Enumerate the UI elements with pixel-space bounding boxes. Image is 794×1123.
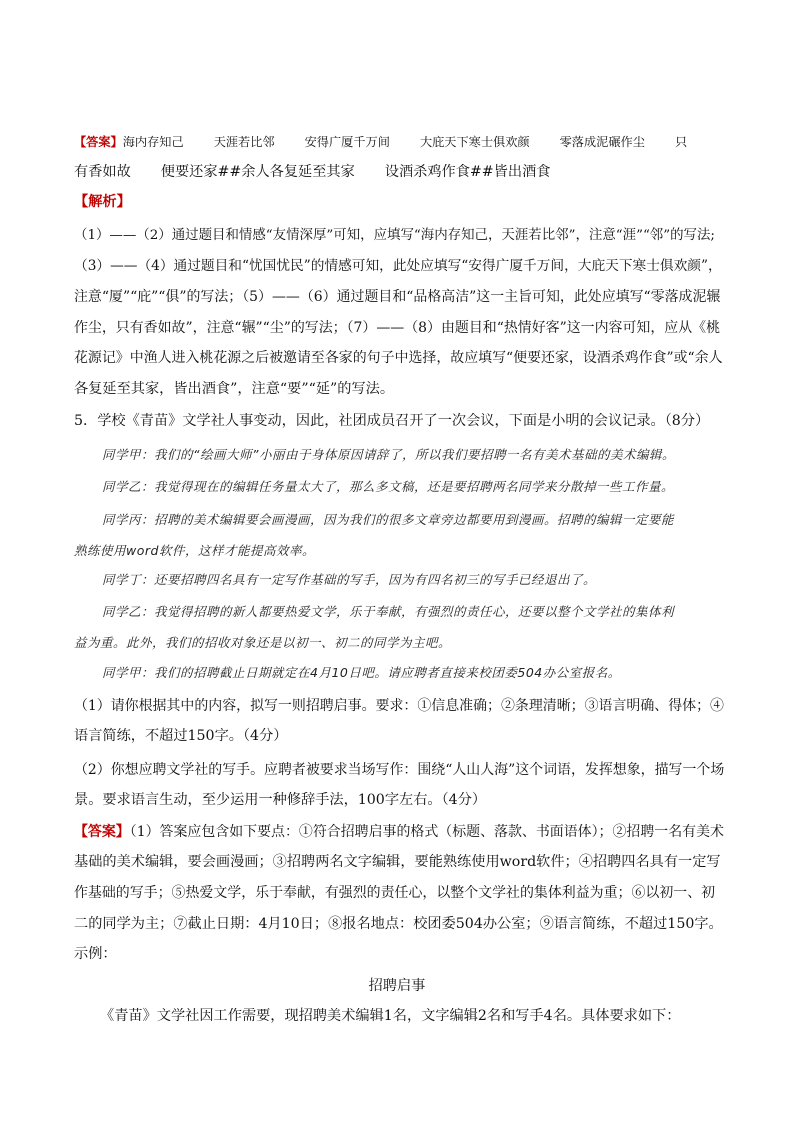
notice-title: 招聘启事 <box>368 978 426 994</box>
answer-item: 有香如故 <box>74 164 131 180</box>
dialog-line: 益为重。此外，我们的招收对象还是以初一、初二的同学为主吧。 <box>74 635 452 650</box>
answer2-line: 作基础的写手；⑤热爱文学，乐于奉献，有强烈的责任心，以整个文学社的集体利益为重；⑥以初一、初 <box>74 885 716 901</box>
answer-item: 安得广厦千万间 <box>304 135 390 149</box>
answer-item: 天涯若比邻 <box>213 135 275 149</box>
question-5: 5．学校《青苗》文学社人事变动，因此，社团成员召开了一次会议，下面是小明的会议记录。（8分） <box>74 413 710 429</box>
sub-question-2: 景。要求语言生动，至少运用一种修辞手法，100字左右。（4分） <box>74 792 487 808</box>
answer-item: 设酒杀鸡作食##皆出酒食 <box>384 164 551 180</box>
analysis-line: 花源记》中渔人进入桃花源之后被邀请至各家的句子中选择，故应填写“便要还家，设酒杀鸡作食”或“余人 <box>74 350 723 366</box>
dialog-line: 同学甲：我们的“绘画大师”小丽由于身体原因请辞了，所以我们要招聘一名有美术基础的美术编辑。 <box>102 447 675 462</box>
answer2-line: 基础的美术编辑，要会画漫画；③招聘两名文字编辑，要能熟练使用word软件；④招聘四名具有一定写 <box>74 854 721 870</box>
answer-tag: 【答案】 <box>74 824 130 840</box>
answer2-line: 示例： <box>74 946 117 962</box>
answer-item: 只 <box>674 135 688 149</box>
answer-text: （1）答案应包含如下要点：①符合招聘启事的格式（标题、落款、书面语体）；②招聘一名有美术 <box>129 824 724 840</box>
dialog-line: 同学丁：还要招聘四名具有一定写作基础的写手，因为有四名初三的写手已经退出了。 <box>102 572 597 587</box>
analysis-line: 作尘，只有香如故”，注意“辗”“尘”的写法；（7）——（8）由题目和“热情好客”这一内容可知，应从《桃 <box>74 320 721 336</box>
answer-line-2 <box>74 162 580 182</box>
notice-body: 《青苗》文学社因工作需要，现招聘美术编辑1名，文字编辑2名和写手4名。具体要求如下： <box>100 1008 681 1024</box>
sub-question-2: （2）你想应聘文学社的写手。应聘者被要求当场写作：围绕“人山人海”这个词语，发挥想象，描写一个场 <box>74 762 725 778</box>
answer2-line-1 <box>74 822 724 842</box>
dialog-line: 同学乙：我觉得现在的编辑任务量太大了，那么多文稿，还是要招聘两名同学来分散掉一些工作量。 <box>102 479 675 494</box>
dialog-line: 同学乙：我觉得招聘的新人都要热爱文学，乐于奉献，有强烈的责任心，还要以整个文学社的集体利 <box>102 604 675 619</box>
sub-question-1: （1）请你根据其中的内容，拟写一则招聘启事。要求：①信息准确；②条理清晰；③语言明确、得体；④ <box>74 698 724 714</box>
answer-tag: 【答案】 <box>74 135 123 149</box>
dialog-line: 同学丙：招聘的美术编辑要会画漫画，因为我们的很多文章旁边都要用到漫画。招聘的编辑一定要能 <box>102 512 675 527</box>
analysis-line: 注意“厦”“庇”“俱”的写法；（5）——（6）通过题目和“品格高洁”这一主旨可知，此处应填写“零落成泥辗 <box>74 289 721 305</box>
answer-item: 大庇天下寒士俱欢颜 <box>419 135 530 149</box>
answer2-line: 二的同学为主；⑦截止日期：4月10日；⑧报名地点：校团委504办公室；⑨语言简练，不超过150字。 <box>74 916 723 932</box>
dialog-line: 熟练使用word软件，这样才能提高效率。 <box>74 543 315 558</box>
answer-item: 海内存知己 <box>122 135 184 149</box>
analysis-tag: 【解析】 <box>74 194 131 210</box>
analysis-line: （1）——（2）通过题目和情感“友情深厚”可知，应填写“海内存知己，天涯若比邻”，注意“涯”“邻”的写法; <box>74 228 715 243</box>
analysis-line: （3）——（4）通过题目和“忧国忧民”的情感可知，此处应填写“安得广厦千万间，大庇天下寒士俱欢颜”， <box>74 258 722 274</box>
dialog-line: 同学甲：我们的招聘截止日期就定在4月10日吧。请应聘者直接来校团委504办公室报名。 <box>102 665 621 680</box>
answer-item: 零落成泥碾作尘 <box>559 135 645 149</box>
sub-question-1: 语言简练，不超过150字。（4分） <box>74 728 288 744</box>
answer-line-1 <box>74 132 717 152</box>
answer-item: 便要还家##余人各复延至其家 <box>160 164 355 180</box>
analysis-line: 各复延至其家，皆出酒食”，注意“要”“延”的写法。 <box>74 381 395 397</box>
